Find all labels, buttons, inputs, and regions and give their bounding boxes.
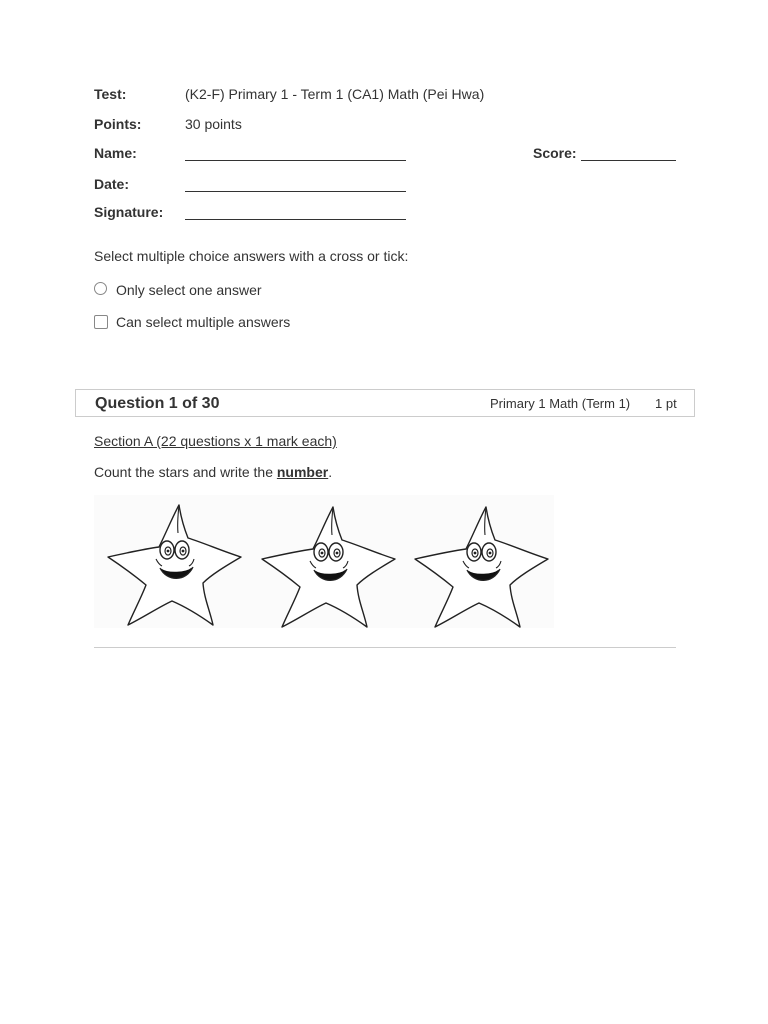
prompt-text: Count the stars and write the xyxy=(94,464,277,480)
name-field[interactable] xyxy=(185,146,406,161)
answer-instructions: Select multiple choice answers with a cross or tick: xyxy=(94,248,409,264)
question-subject: Primary 1 Math (Term 1) xyxy=(490,396,631,411)
star-2-icon xyxy=(262,507,395,627)
multiple-choice-label: Can select multiple answers xyxy=(116,314,291,330)
star-3-icon xyxy=(415,507,548,627)
signature-label: Signature: xyxy=(94,204,164,220)
score-label: Score: xyxy=(533,145,577,161)
signature-field[interactable] xyxy=(185,205,406,220)
question-divider xyxy=(94,647,676,648)
date-field[interactable] xyxy=(185,177,406,192)
star-1-icon xyxy=(108,505,241,625)
question-prompt xyxy=(94,462,332,482)
score-field[interactable] xyxy=(581,146,676,161)
checkbox-icon xyxy=(94,315,108,329)
prompt-end: . xyxy=(328,464,333,480)
name-row xyxy=(94,143,684,163)
test-label: Test: xyxy=(94,86,127,102)
question-header xyxy=(75,389,695,417)
section-heading: Section A (22 questions x 1 mark each) xyxy=(94,433,337,449)
radio-button-icon xyxy=(94,282,107,295)
points-label: Points: xyxy=(94,116,142,132)
date-label: Date: xyxy=(94,176,130,192)
question-title: Question 1 of 30 xyxy=(95,395,220,412)
single-choice-label: Only select one answer xyxy=(116,282,262,298)
stars-illustration xyxy=(94,495,554,628)
stars-figure xyxy=(94,495,554,628)
prompt-emphasis: number xyxy=(276,464,329,480)
test-title: (K2-F) Primary 1 - Term 1 (CA1) Math (Pei Hwa) xyxy=(185,86,485,102)
points-value: 30 points xyxy=(185,116,242,132)
name-label: Name: xyxy=(94,145,137,161)
question-points: 1 pt xyxy=(655,396,677,411)
